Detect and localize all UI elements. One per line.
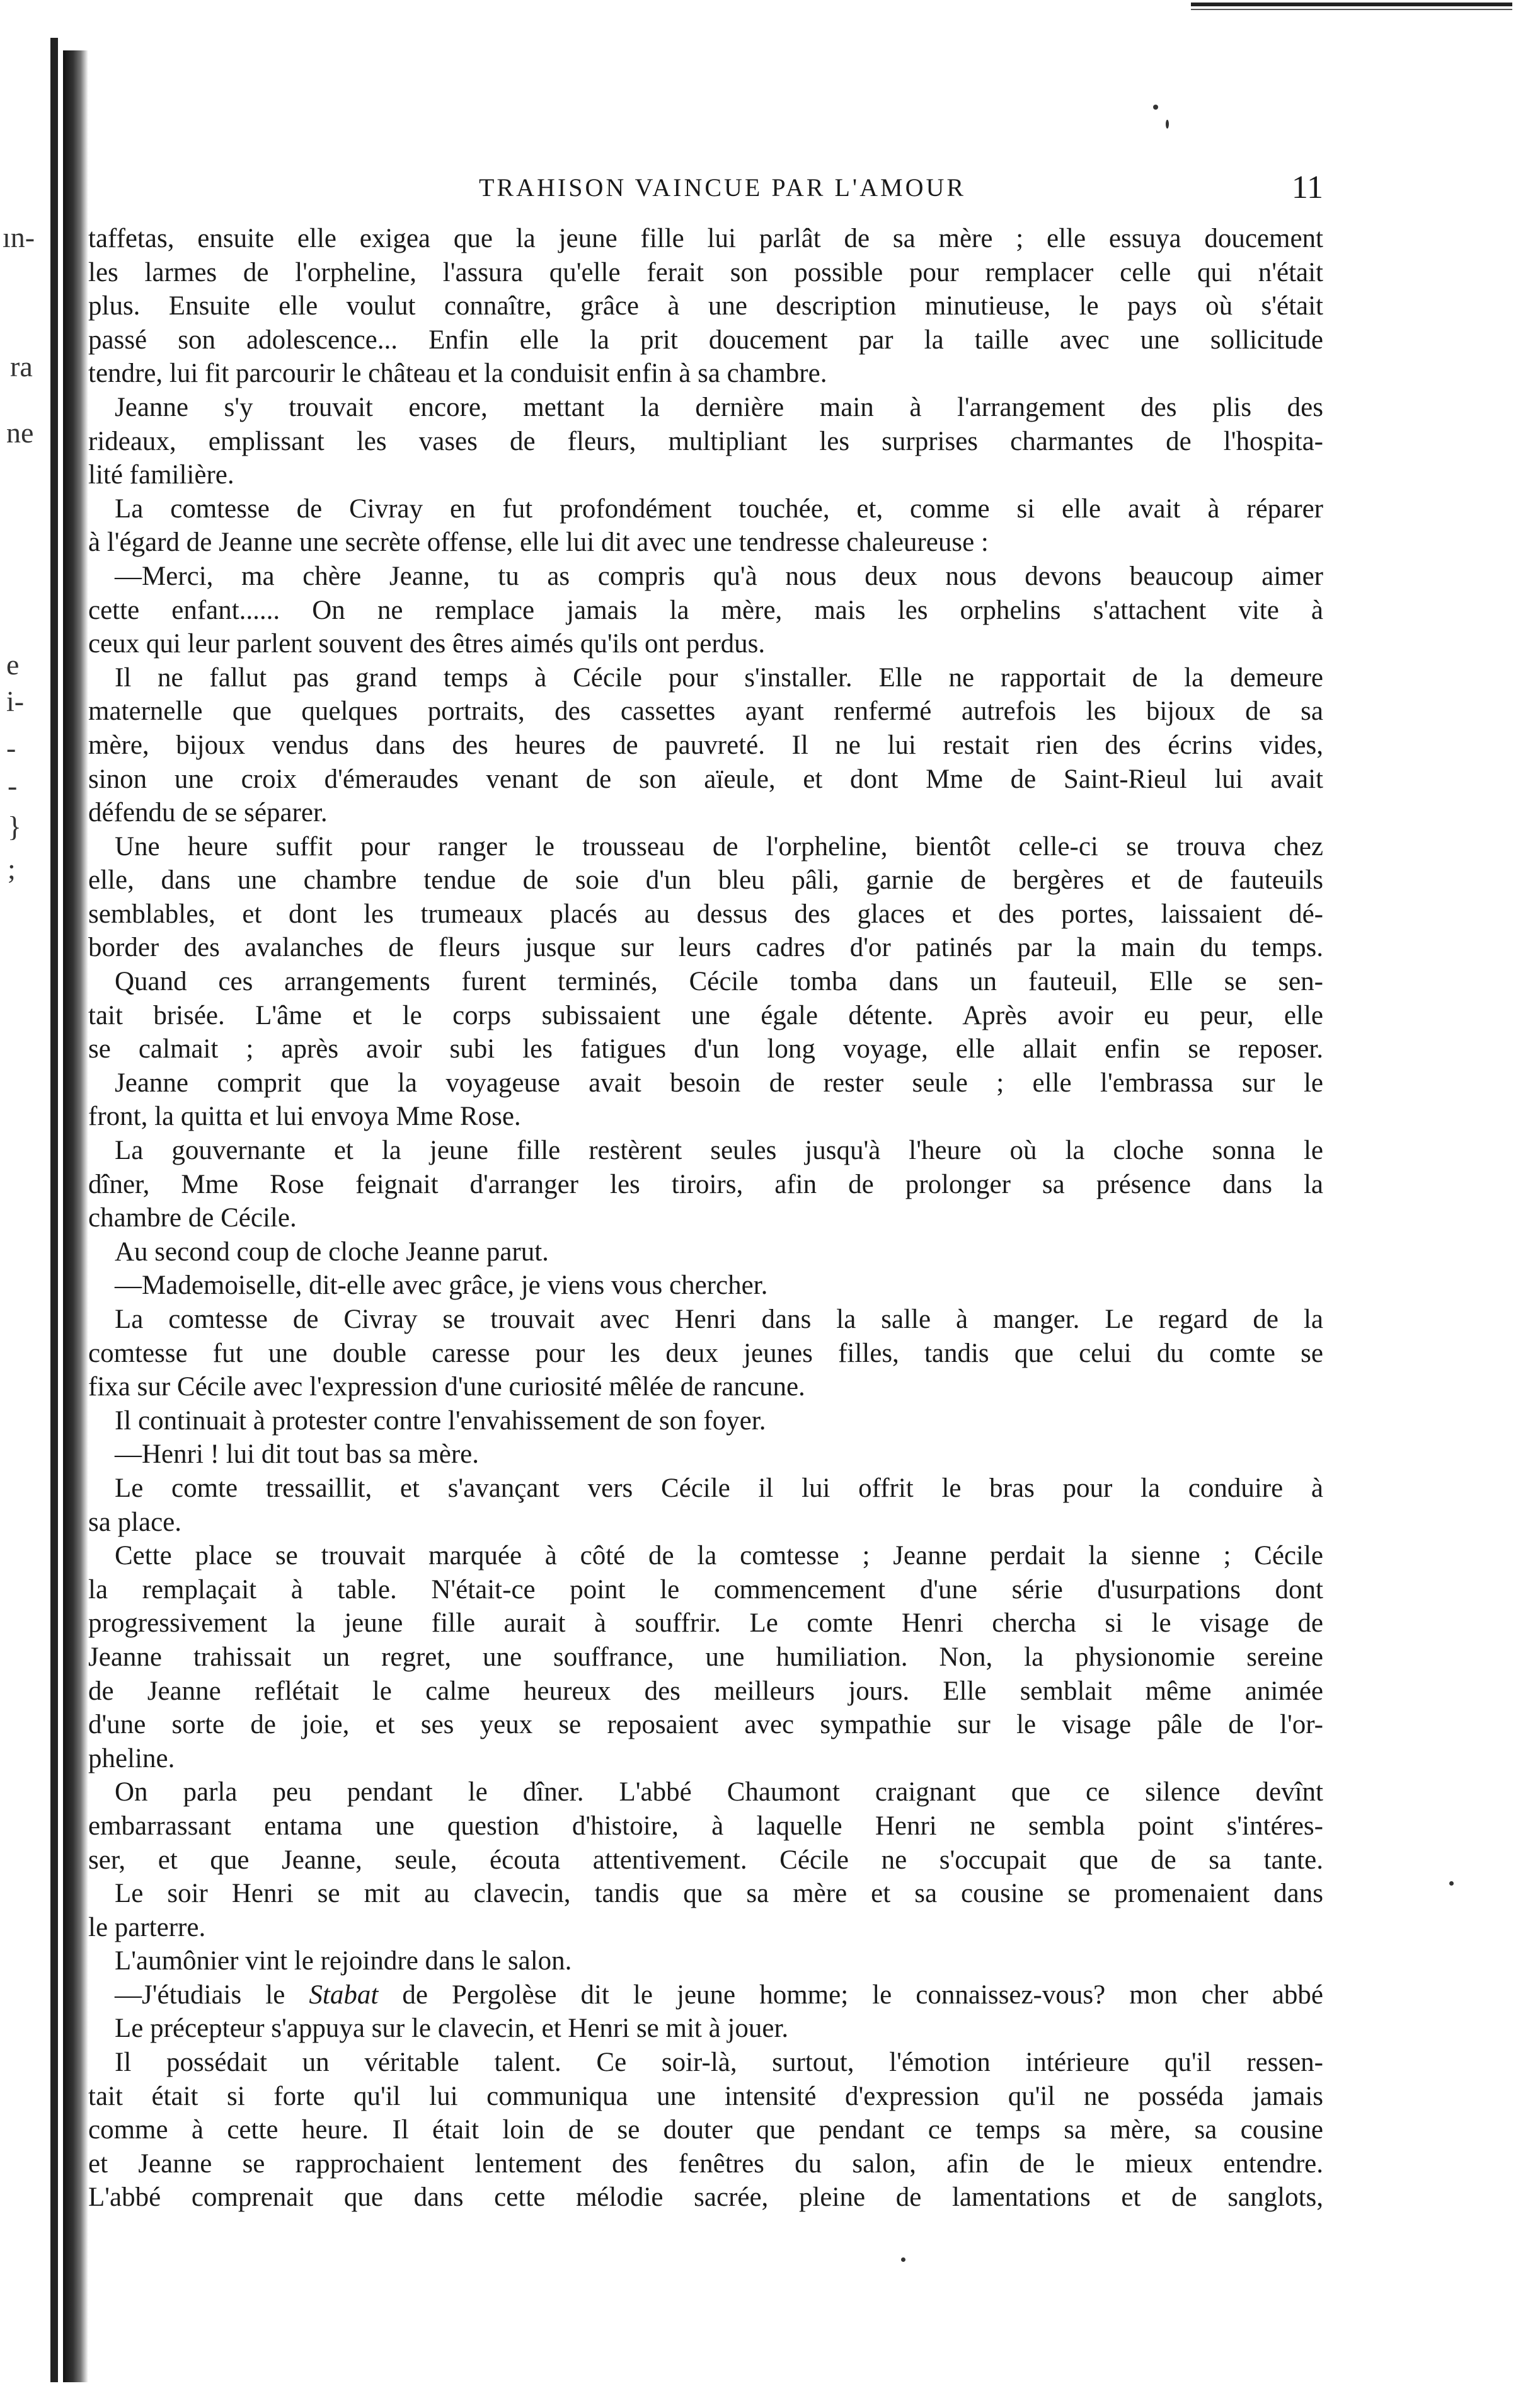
text-line: passé son adolescence... Enfin elle la prit doucement par la taille avec une sollicitude [88,325,1323,355]
paper-speck [1449,1881,1454,1886]
text-line: Le soir Henri se mit au clavecin, tandis que sa mère et sa cousine se promenaient dans [115,1879,1323,1909]
text-line: La comtesse de Civray en fut profondément touchée, et, comme si elle avait à réparer [115,493,1323,524]
body-text [88,222,1323,2215]
text-line: Au second coup de cloche Jeanne parut. [115,1236,549,1267]
text-line: Le précepteur s'appuya sur le clavecin, et Henri se mit à jouer. [115,2014,789,2044]
text-line: Jeanne s'y trouvait encore, mettant la dernière main à l'arrangement des plis des [115,392,1323,422]
text-line: Il ne fallut pas grand temps à Cécile pour s'installer. Elle ne rapportait de la demeure [115,662,1323,693]
page-header [101,169,1374,213]
text-line: La gouvernante et la jeune fille restèrent seules jusqu'à l'heure où la cloche sonna le [115,1136,1323,1166]
text-line: Jeanne trahissait un regret, une souffrance, une humiliation. Non, la physionomie sereine [88,1642,1323,1672]
margin-fragment: e [6,648,20,681]
text-line: défendu de se séparer. [88,798,328,828]
text-line: —Henri ! lui dit tout bas sa mère. [115,1439,479,1470]
text-line: ser, et que Jeanne, seule, écouta attentivement. Cécile ne s'occupait que de sa tante. [88,1845,1323,1875]
text-line: maternelle que quelques portraits, des cassettes ayant renfermé autrefois les bijoux de sa [88,696,1323,727]
text-line: Quand ces arrangements furent terminés, Cécile tomba dans un fauteuil, Elle se sen- [115,967,1323,997]
text-line: lité familière. [88,460,234,490]
running-title: TRAHISON VAINCUE PAR L'AMOUR [479,173,967,202]
text-line: Il continuait à protester contre l'envahissement de son foyer. [115,1405,766,1436]
text-line: L'aumônier vint le rejoindre dans le salon. [115,1946,572,1976]
text-line: semblables, et dont les trumeaux placés au dessus des glaces et des portes, laissaient dé- [88,899,1323,929]
top-edge-rule-thin [1191,9,1512,10]
text-line: Cette place se trouvait marquée à côté de la comtesse ; Jeanne perdait la sienne ; Cécile [115,1541,1323,1571]
text-line: ceux qui leur parlent souvent des êtres aimés qu'ils ont perdus. [88,629,766,659]
text-line: de Jeanne reflétait le calme heureux des meilleurs jours. Elle semblait même animée [88,1676,1323,1706]
text-line: plus. Ensuite elle voulut connaître, grâce à une description minutieuse, le pays où s'était [88,291,1323,321]
text-line: tait brisée. L'âme et le corps subissaient une égale détente. Après avoir eu peur, elle [88,1000,1323,1030]
text-line: sinon une croix d'émeraudes venant de son aïeule, et dont Mme de Saint-Rieul lui avait [88,764,1323,794]
text-line: elle, dans une chambre tendue de soie d'un bleu pâli, garnie de bergères et de fauteuils [88,865,1323,896]
text-line: —Merci, ma chère Jeanne, tu as compris qu'à nous deux nous devons beaucoup aimer [115,561,1323,591]
paper-speck [901,2257,905,2262]
paper-speck [1153,105,1158,110]
top-edge-rule [1191,3,1512,6]
text-line: cette enfant...... On ne remplace jamais la mère, mais les orphelins s'attachent vite à [88,595,1323,625]
text-line: et Jeanne se rapprochaient lentement des fenêtres du salon, afin de le mieux entendre. [88,2148,1323,2179]
text-line: dîner, Mme Rose feignait d'arranger les tiroirs, afin de prolonger sa présence dans la [88,1169,1323,1199]
italic-title: Stabat [309,1980,379,2010]
text-line: Il possédait un véritable talent. Ce soir-là, surtout, l'émotion intérieure qu'il ressen- [115,2048,1323,2078]
text-line: se calmait ; après avoir subi les fatigues d'un long voyage, elle allait enfin se reposer. [88,1034,1323,1064]
text-line: La comtesse de Civray se trouvait avec Henri dans la salle à manger. Le regard de la [115,1305,1323,1334]
text-line: Une heure suffit pour ranger le trousseau de l'orpheline, bientôt celle-ci se trouva chez [115,831,1323,862]
text-line: —Mademoiselle, dit-elle avec grâce, je viens vous chercher. [115,1271,768,1301]
paper-speck [1166,120,1169,129]
margin-fragment: ın- [3,221,35,253]
text-line: border des avalanches de fleurs jusque sur leurs cadres d'or patinés par la main du temps. [88,933,1323,963]
text-line: sa place. [88,1507,182,1537]
text-line: à l'égard de Jeanne une secrète offense, elle lui dit avec une tendresse chaleureuse : [88,527,989,558]
text-line: le parterre. [88,1912,206,1942]
text-line: tait était si forte qu'il lui communiqua une intensité d'expression qu'il ne posséda jamais [88,2081,1323,2111]
page-number: 11 [1291,170,1323,205]
text-line: On parla peu pendant le dîner. L'abbé Chaumont craignant que ce silence devînt [115,1777,1323,1807]
text-line: mère, bijoux vendus dans des heures de pauvreté. Il ne lui restait rien des écrins vides, [88,730,1323,760]
margin-fragment: ne [6,417,34,449]
text-line: chambre de Cécile. [88,1203,297,1233]
text-line: Jeanne comprit que la voyageuse avait besoin de rester seule ; elle l'embrassa sur le [115,1068,1323,1098]
text-line: les larmes de l'orpheline, l'assura qu'elle ferait son possible pour remplacer celle qui n'était [88,257,1323,287]
text-line: Le comte tressaillit, et s'avançant vers Cécile il lui offrit le bras pour la conduire à [115,1473,1323,1503]
text-line: progressivement la jeune fille aurait à souffrir. Le comte Henri chercha si le visage de [88,1608,1323,1639]
text-line: tendre, lui fit parcourir le château et la conduisit enfin à sa chambre. [88,359,827,389]
text-line: taffetas, ensuite elle exigea que la jeune fille lui parlât de sa mère ; elle essuya doucement [88,224,1323,253]
text-line: comme à cette heure. Il était loin de se douter que pendant ce temps sa mère, sa cousine [88,2115,1323,2145]
text-line: comtesse fut une double caresse pour les deux jeunes filles, tandis que celui du comte se [88,1338,1323,1368]
margin-fragment: ; [8,853,16,885]
text-line: rideaux, emplissant les vases de fleurs, multipliant les surprises charmantes de l'hospita- [88,426,1323,456]
text-line: d'une sorte de joie, et ses yeux se reposaient avec sympathie sur le visage pâle de l'or- [88,1710,1323,1740]
text-line: L'abbé comprenait que dans cette mélodie sacrée, pleine de lamentations et de sanglots, [88,2182,1323,2213]
text-line: la remplaçait à table. N'était-ce point le commencement d'une série d'usurpations dont [88,1574,1323,1605]
text-line: front, la quitta et lui envoya Mme Rose. [88,1102,521,1132]
gutter-shadow [63,50,88,2382]
margin-fragment: i- [6,685,25,717]
text-line: fixa sur Cécile avec l'expression d'une curiosité mêlée de rancune. [88,1372,805,1402]
text-line: embarrassant entama une question d'histoire, à laquelle Henri ne sembla point s'intéres- [88,1811,1323,1841]
text-line: pheline. [88,1743,175,1773]
margin-fragment: - [6,732,16,764]
margin-fragment: } [8,810,22,843]
margin-fragments [0,0,57,2386]
text-line: —J'étudiais le Stabat de Pergolèse dit le jeune homme; le connaissez-vous? mon cher abbé [115,1980,1323,2010]
margin-fragment: ra [10,350,33,383]
margin-fragment: - [8,769,18,802]
